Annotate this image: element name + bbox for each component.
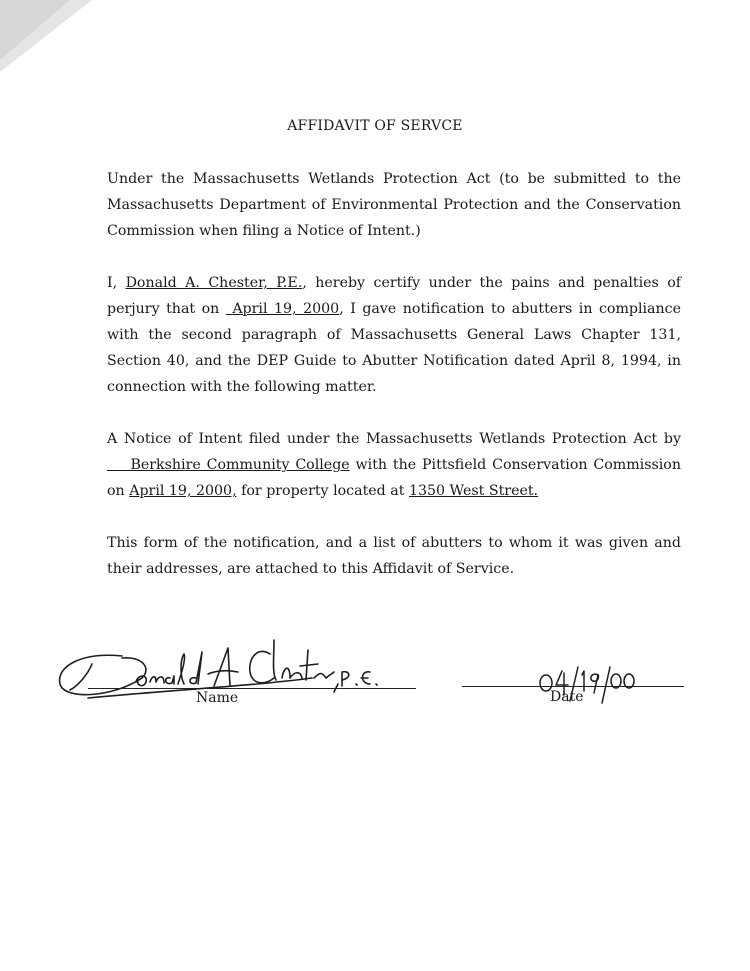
date-label: Date — [550, 689, 584, 705]
certifier-name: Donald A. Chester, P.E. — [125, 275, 303, 291]
certify-text-b: , hereby certify under the pains and penalties of perjury that on — [107, 275, 682, 317]
notice-text-c: for property located at — [236, 483, 409, 499]
folded-corner-shadow — [0, 0, 70, 60]
filing-date: April 19, 2000, — [129, 483, 237, 499]
notice-text-a: A Notice of Intent filed under the Massachusetts Wetlands Protection Act by — [107, 431, 681, 447]
paragraph-attachments: This form of the notification, and a list of abutters to whom it was given and their addresses, are attached to this Affidavit of Service. — [107, 535, 681, 577]
paragraph-intro: Under the Massachusetts Wetlands Protection Act (to be submitted to the Massachusetts Department of Environmental Protection and the Conservation Commission when filing a Notice of Intent.) — [107, 171, 681, 239]
paragraph-notice — [85, 426, 681, 504]
handwritten-date — [536, 663, 636, 705]
document-title: AFFIDAVIT OF SERVCE — [287, 118, 463, 134]
notice-text-b: with the Pittsfield Conservation Commission on — [107, 457, 681, 499]
handwritten-signature — [52, 628, 382, 708]
name-label: Name — [196, 690, 239, 706]
certify-text-a: I, — [107, 275, 126, 291]
paragraph-certification — [85, 270, 681, 400]
certify-text-c: , I gave notification to abutters in compliance with the second paragraph of Massachusetts General Laws Chapter 131, Section 40, and the DEP Guide to Abutter Notification dated April 8, 1994, in connection with the following matter. — [107, 301, 681, 395]
property-address: 1350 West Street. — [408, 483, 539, 499]
applicant-name: Berkshire Community College — [130, 457, 350, 473]
notification-date: April 19, 2000 — [232, 301, 340, 317]
